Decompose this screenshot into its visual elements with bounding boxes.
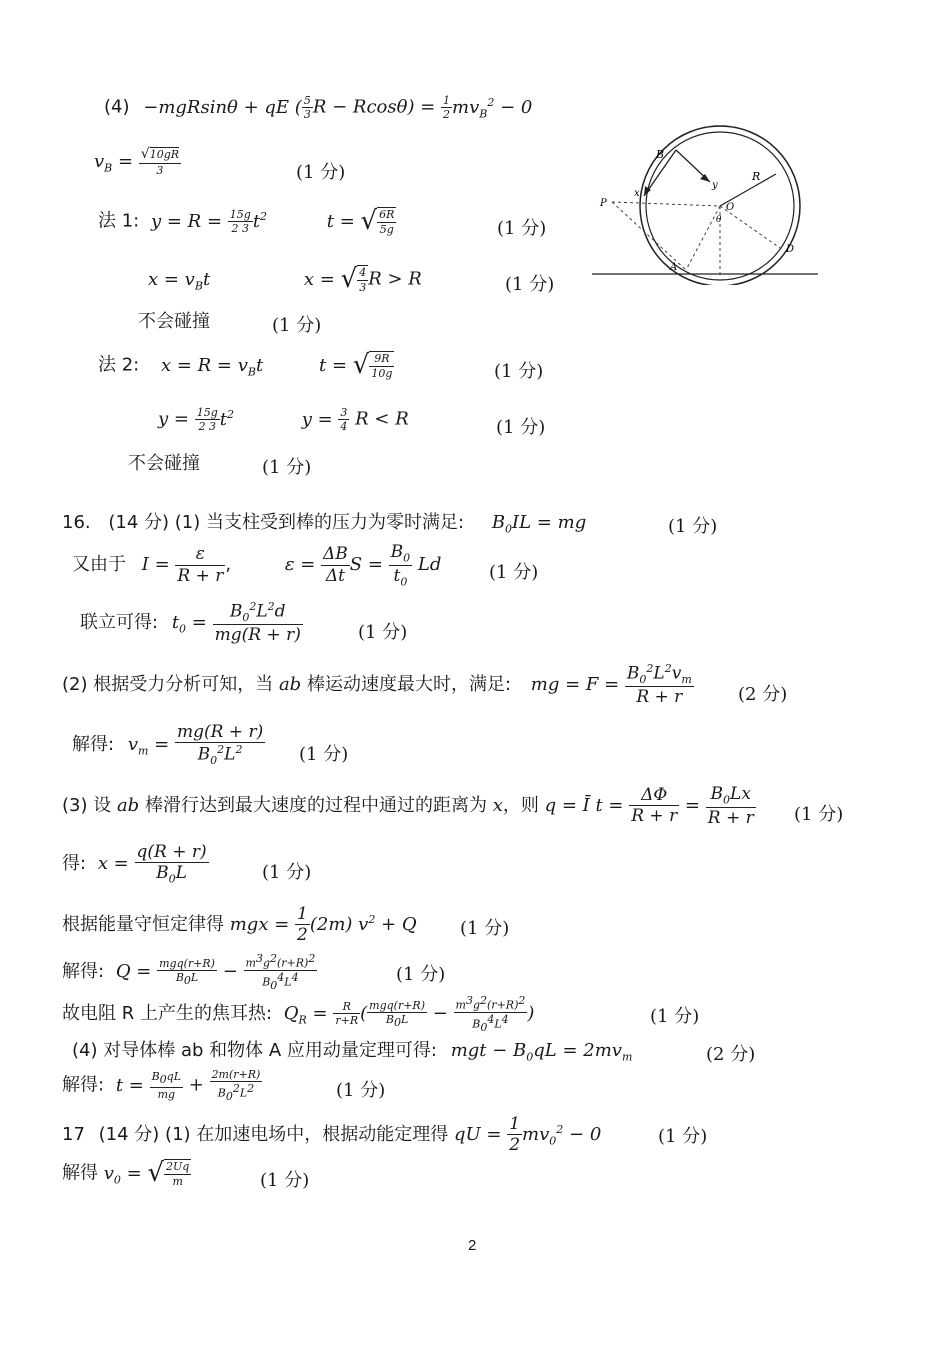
solve-text: 解得: bbox=[62, 960, 105, 982]
heat-text: 故电阻 R 上产生的焦耳热: bbox=[62, 1002, 273, 1024]
points-label: (1 分) bbox=[497, 218, 547, 239]
label-x: x bbox=[634, 188, 640, 199]
q17-header: 17 bbox=[62, 1123, 85, 1145]
points-label: (1 分) bbox=[494, 361, 544, 382]
q16-part3-line: (3) 设 ab 棒滑行达到最大速度的过程中通过的距离为 x，则 q = Ī t = $\frac{\Delta\Phi}{R + r}$ = $\frac{B_0Lx}{R + r}$ bbox=[62, 784, 754, 828]
circular-track-diagram bbox=[590, 120, 830, 285]
q15-part4-label: (4) bbox=[104, 96, 130, 118]
q16-current-emf-line: 又由于 I = $\frac{\varepsilon}{R + r}$ , ε = $\frac{\Delta B}{\Delta t}$ S = $\frac{B_0}{t_0}$ Ld bbox=[72, 542, 442, 588]
no-collision-text: 不会碰撞 bbox=[138, 311, 210, 332]
method1-label: 法 1: bbox=[98, 210, 140, 232]
points-label: (1 分) bbox=[396, 964, 446, 985]
points-label: (1 分) bbox=[299, 744, 349, 765]
q15-method2-y: y = $\frac{15g}{2 3}$ $t^2$ y = $\frac{3}{4}$ R < R bbox=[158, 406, 409, 434]
q15-method1-x: $x = v_Bt$ x = √ $\frac{4}{3}$ R > R bbox=[148, 264, 422, 294]
no-collision-text: 不会碰撞 bbox=[128, 453, 200, 474]
q17-score: (14 分) bbox=[98, 1123, 160, 1145]
q17-part1-line: 17 (14 分) (1) 在加速电场中，根据动能定理得 qU = $\frac{1}{2}$ $mv_0^2 - 0$ bbox=[62, 1114, 602, 1156]
combine-text: 联立可得: bbox=[80, 611, 159, 633]
energy-text: 根据能量守恒定律得 bbox=[62, 913, 224, 935]
q16-t-line: 解得: t = $\frac{B_0qL}{mg}$ + $\frac{2m(r+R)}{B_0^2L^2}$ bbox=[62, 1068, 261, 1104]
q16-part2-line: (2) 根据受力分析可知，当 ab 棒运动速度最大时，满足: mg = F = $\frac{B_0^2L^2v_m}{R + r}$ bbox=[62, 662, 692, 708]
solve-text: 解得: bbox=[72, 733, 115, 755]
q16-QR-line: 故电阻 R 上产生的焦耳热: $Q_R$ = $\frac{R}{r+R}$ ( $\frac{\text{mgq(r+R)}}{B_0L}$ − $\frac{m^3g^2(r+R)^2}{B_0^4L^4}$ ) bbox=[62, 994, 535, 1034]
label-A: A bbox=[670, 262, 678, 273]
also-text: 又由于 bbox=[72, 554, 126, 576]
q16-vm-line: 解得: $v_m$ = $\frac{mg(R + r)}{B_0^2L^2}$ bbox=[72, 722, 264, 768]
q16-part4-line: (4) 对导体棒 ab 和物体 A 应用动量定理可得: mgt − $B_0qL = 2mv_m$ bbox=[72, 1040, 633, 1064]
then-text: ，则 bbox=[502, 794, 539, 816]
ab-label: ab bbox=[278, 673, 302, 695]
q16-x-line: 得: x = $\frac{q(R + r)}{B_0L}$ bbox=[62, 842, 207, 886]
get-text: 得: bbox=[62, 852, 87, 874]
q15-method2-x: 法 2: $x = R = v_Bt$ t = √ $\frac{9R}{10g}$ bbox=[98, 350, 393, 380]
points-label: (1 分) bbox=[272, 315, 322, 336]
points-label: (1 分) bbox=[489, 562, 539, 583]
points-label: (1 分) bbox=[658, 1126, 708, 1147]
points-label: (1 分) bbox=[650, 1006, 700, 1027]
points-label: (1 分) bbox=[336, 1080, 386, 1101]
label-R: R bbox=[752, 170, 761, 183]
points-label: (1 分) bbox=[496, 417, 546, 438]
q17-part1-text: (1) 在加速电场中，根据动能定理得 bbox=[165, 1123, 449, 1145]
q16-part2-text: (2) 根据受力分析可知，当 bbox=[62, 673, 274, 695]
dashed-P-to-A bbox=[612, 202, 686, 270]
q16-Q-line: 解得: Q = $\frac{\text{mgq(r+R)}}{B_0L}$ − $\frac{m^3g^2(r+R)^2}{B_0^4L^4}$ bbox=[62, 952, 316, 992]
q16-part4-text: (4) 对导体棒 ab 和物体 A 应用动量定理可得: bbox=[72, 1040, 437, 1061]
points-label: (1 分) bbox=[296, 162, 346, 183]
points-label: (1 分) bbox=[668, 516, 718, 537]
label-O: O bbox=[726, 202, 735, 213]
page-number: 2 bbox=[468, 1237, 477, 1254]
ab-label: ab bbox=[116, 794, 140, 816]
q16-energy-line: 根据能量守恒定律得 mgx = $\frac{1}{2}$ (2m) $v^2 + Q$ bbox=[62, 904, 417, 946]
label-P: P bbox=[600, 198, 607, 209]
q16-part1-line: 16. (14 分) (1) 当支柱受到棒的压力为零时满足: $B_0IL$ = mg bbox=[62, 512, 587, 536]
q15-method1-y: 法 1: y = R = $\frac{15g}{2 3}$ $t^2$ t = √ $\frac{6R}{5g}$ bbox=[98, 206, 395, 236]
q16-part2-rest: 棒运动速度最大时，满足: bbox=[306, 673, 512, 695]
points-label: (2 分) bbox=[738, 684, 788, 705]
points-label: (2 分) bbox=[706, 1044, 756, 1065]
points-label: (1 分) bbox=[358, 622, 408, 643]
points-label: (1 分) bbox=[505, 274, 555, 295]
dashed-to-A bbox=[686, 206, 720, 270]
label-theta: θ bbox=[716, 215, 722, 225]
q15-part4-equation: (4) −mgRsinθ + qE ( $\frac{5}{3}$ R − Rcosθ) = $\frac{1}{2}$ $mv_B^2 - 0$ bbox=[104, 94, 533, 122]
dashed-horizontal bbox=[612, 202, 720, 206]
label-D: D bbox=[786, 244, 795, 255]
points-label: (1 分) bbox=[262, 457, 312, 478]
label-B: B bbox=[656, 148, 665, 161]
q17-v0-line: 解得 $v_0$ = √ $\frac{2Uq}{m}$ bbox=[62, 1158, 190, 1188]
y-arrowhead bbox=[700, 174, 710, 182]
solve-text: 解得: bbox=[62, 1074, 105, 1096]
q15-vb-equation: $v_B$ = $\frac{√10gR}{3}$ bbox=[94, 146, 180, 177]
q16-header: 16. bbox=[62, 512, 91, 533]
q16-part3-text: (3) 设 bbox=[62, 794, 112, 816]
points-label: (1 分) bbox=[260, 1170, 310, 1191]
solve-text: 解得 bbox=[62, 1162, 98, 1184]
q16-part1-text: (1) 当支柱受到棒的压力为零时满足: bbox=[174, 512, 465, 533]
q16-t0-line: 联立可得: $t_0$ = $\frac{B_0^2L^2d}{mg(R + r)}$ bbox=[80, 600, 301, 646]
points-label: (1 分) bbox=[460, 918, 510, 939]
method2-label: 法 2: bbox=[98, 354, 140, 376]
q16-score: (14 分) bbox=[108, 512, 170, 533]
points-label: (1 分) bbox=[262, 862, 312, 883]
label-y: y bbox=[712, 180, 718, 191]
q16-part3-rest: 棒滑行达到最大速度的过程中通过的距离为 bbox=[144, 794, 487, 816]
points-label: (1 分) bbox=[794, 804, 844, 825]
